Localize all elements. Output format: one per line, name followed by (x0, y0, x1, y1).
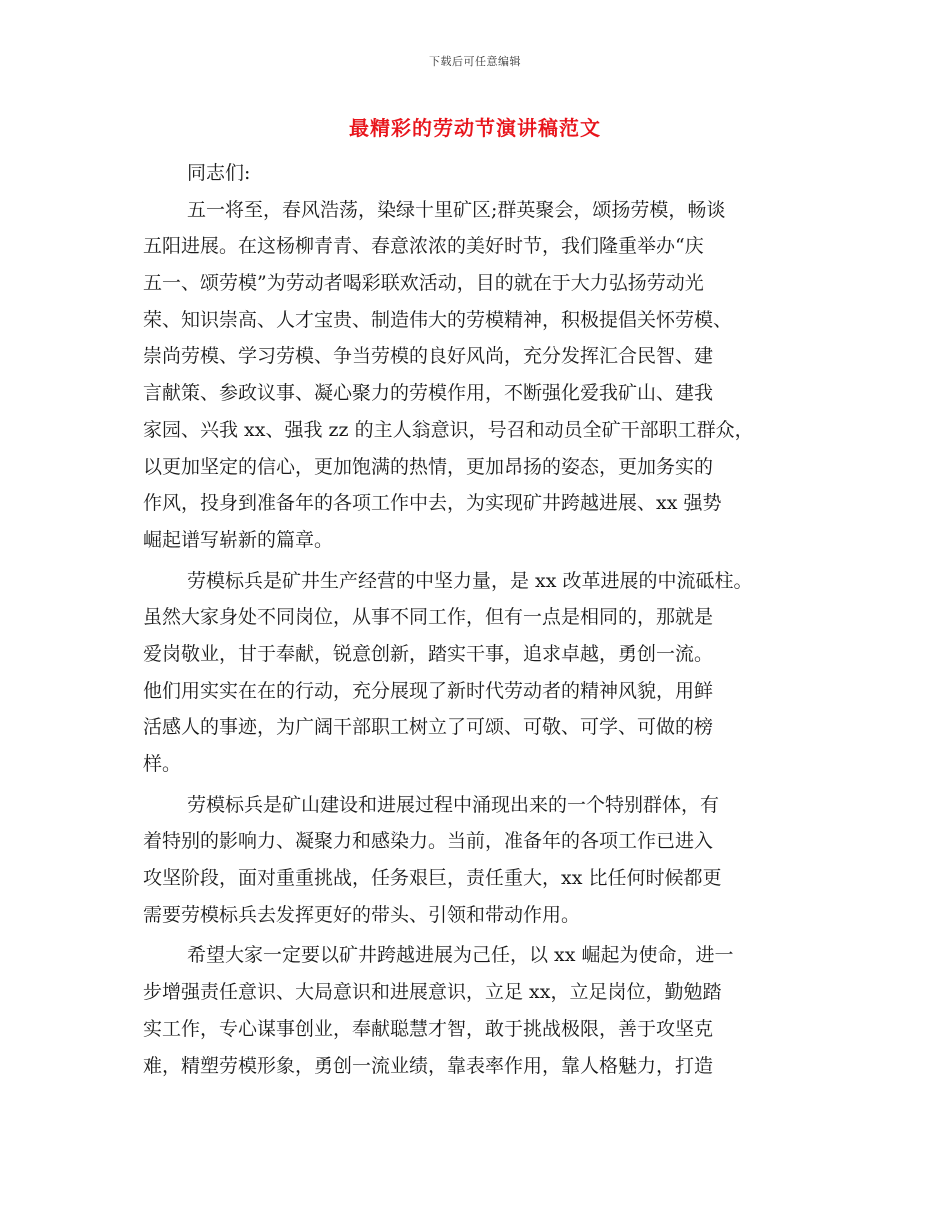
paragraph-line: 崛起谱写崭新的篇章。 (143, 528, 334, 551)
paragraph-line: 虽然大家身处不同岗位，从事不同工作，但有一点是相同的，那就是 (143, 606, 714, 629)
greeting: 同志们: (187, 162, 251, 184)
paragraph-line: 五一将至，春风浩荡，染绿十里矿区;群英聚会，颂扬劳模，畅谈 (187, 198, 726, 221)
paragraph-line: 难，精塑劳模形象，勇创一流业绩，靠表率作用，靠人格魅力，打造 (143, 1054, 714, 1077)
paragraph-line: 他们用实实在在的行动，充分展现了新时代劳动者的精神风貌，用鲜 (143, 679, 714, 702)
document-title: 最精彩的劳动节演讲稿范文 (349, 116, 601, 140)
paragraph-line: 攻坚阶段，面对重重挑战，任务艰巨，责任重大，xx 比任何时候都更 (143, 867, 722, 890)
paragraph-line: 劳模标兵是矿山建设和进展过程中涌现出来的一个特别群体，有 (187, 793, 720, 816)
paragraph-line: 作风，投身到准备年的各项工作中去，为实现矿井跨越进展、xx 强势 (143, 492, 722, 515)
paragraph-line: 崇尚劳模、学习劳模、争当劳模的良好风尚，充分发挥汇合民智、建 (143, 345, 714, 368)
paragraph-3 (143, 787, 823, 934)
paragraph-4 (143, 937, 823, 1084)
paragraph-line: 活感人的事迹，为广阔干部职工树立了可颂、可敬、可学、可做的榜 (143, 716, 714, 739)
paragraph-line: 步增强责任意识、大局意识和进展意识，立足 xx，立足岗位，勤勉踏 (143, 981, 722, 1004)
paragraph-line: 爱岗敬业，甘于奉献，锐意创新，踏实干事，追求卓越，勇创一流。 (143, 642, 714, 665)
paragraph-1 (143, 192, 823, 559)
paragraph-line: 样。 (143, 753, 182, 775)
paragraph-line: 言献策、参政议事、凝心聚力的劳模作用，不断强化爱我矿山、建我 (143, 382, 714, 405)
paragraph-line: 以更加坚定的信心，更加饱满的热情，更加昂扬的姿态，更加务实的 (143, 455, 714, 478)
paragraph-line: 劳模标兵是矿井生产经营的中坚力量，是 xx 改革进展的中流砥柱。 (187, 569, 753, 592)
header-note: 下载后可任意编辑 (429, 55, 521, 68)
paragraph-line: 希望大家一定要以矿井跨越进展为己任，以 xx 崛起为使命，进一 (187, 944, 734, 967)
paragraph-line: 荣、知识崇高、人才宝贵、制造伟大的劳模精神，积极提倡关怀劳模、 (143, 308, 733, 331)
paragraph-line: 五阳进展。在这杨柳青青、春意浓浓的美好时节，我们隆重举办“庆 (143, 235, 704, 258)
paragraph-2 (143, 563, 823, 783)
paragraph-line: 实工作，专心谋事创业，奉献聪慧才智，敢于挑战极限，善于攻坚克 (143, 1017, 714, 1040)
document-body (143, 155, 823, 1084)
paragraph-line: 五一、颂劳模”为劳动者喝彩联欢活动，目的就在于大力弘扬劳动光 (143, 272, 704, 295)
paragraph-line: 需要劳模标兵去发挥更好的带头、引领和带动作用。 (143, 903, 581, 926)
paragraph-line: 家园、兴我 xx、强我 zz 的主人翁意识，号召和动员全矿干部职工群众， (143, 418, 754, 441)
paragraph-line: 着特别的影响力、凝聚力和感染力。当前，准备年的各项工作已进入 (143, 830, 714, 853)
